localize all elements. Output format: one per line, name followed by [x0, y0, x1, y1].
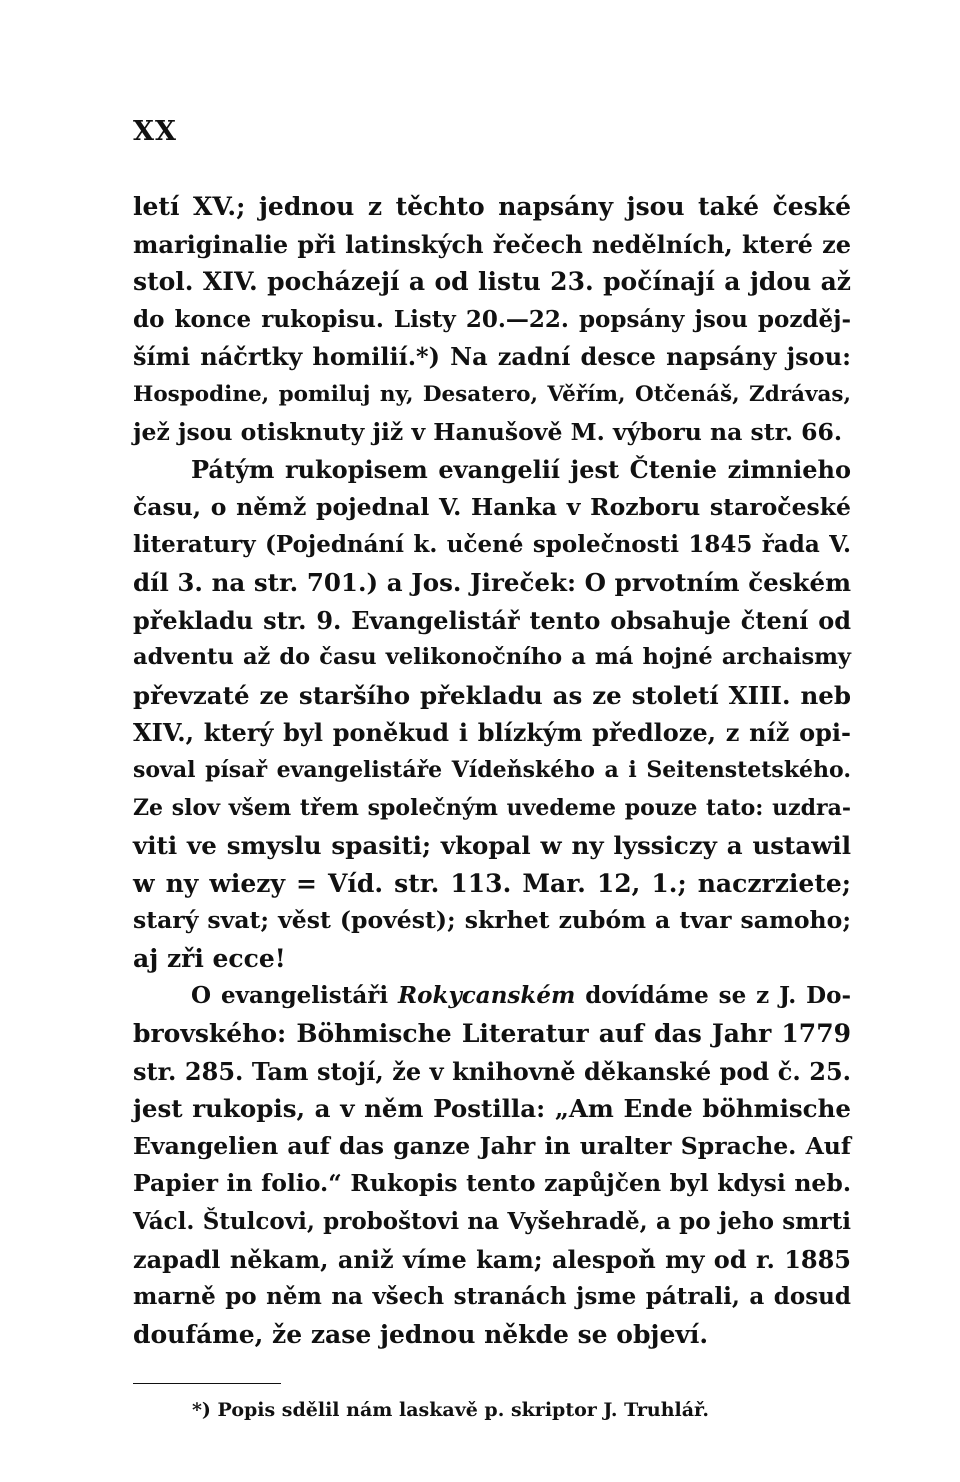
text-line: starý svat; věst (povést); skrhet zubóm a tvar samoho; [133, 906, 851, 935]
text-line: O evangelistáři Rokycanském dovídáme se z J. Do- [191, 982, 851, 1010]
text-line: jest rukopis, a v něm Postilla: „Am Ende böhmische [133, 1094, 851, 1124]
text-line: w ny wiezy = Víd. str. 113. Mar. 12, 1.; naczrziete; [133, 868, 851, 898]
text-line: soval písař evangelistáře Vídeňského a i Seitenstetského. [133, 756, 851, 783]
text-line: stol. XIV. pocházejí a od listu 23. počínají a jdou až [133, 267, 851, 297]
text-line: aj zři ecce! [133, 943, 286, 973]
paragraph [133, 451, 851, 977]
text-line: jež jsou otisknuty již v Hanušově M. výboru na str. 66. [133, 417, 843, 446]
text-line: literatury (Pojednání k. učené společnosti 1845 řada V. [133, 531, 851, 559]
text-line: Papier in folio.“ Rukopis tento zapůjčen byl kdysi neb. [133, 1169, 851, 1198]
text-line: Pátým rukopisem evangelií jest Čtenie zimnieho [191, 455, 851, 485]
page-number: XX [133, 116, 177, 147]
text-line: do konce rukopisu. Listy 20.—22. popsány jsou pozděj- [133, 305, 851, 333]
text-line: šími náčrtky homilií.*) Na zadní desce napsány jsou: [133, 342, 851, 372]
text-line: Ze slov všem třem společným uvedeme pouze tato: uzdra- [133, 794, 851, 821]
text-line: str. 285. Tam stojí, že v knihovně děkanské pod č. 25. [133, 1056, 851, 1086]
footnote: *) Popis sdělil nám laskavě p. skriptor J. Truhlář. [192, 1399, 709, 1421]
emphasis: Rokycanském [398, 982, 576, 1010]
text-line: adventu až do času velikonočního a má hojné archaismy [133, 644, 851, 671]
text-line: viti ve smyslu spasiti; vkopal w ny lyssiczy a ustawil [133, 831, 851, 861]
text-line: brovského: Böhmische Literatur auf das Jahr 1779 [133, 1019, 851, 1049]
text-line: mariginalie při latinských řečech nedělních, které ze [133, 229, 851, 259]
text-line: zapadl někam, aniž víme kam; alespoň my od r. 1885 [133, 1244, 851, 1274]
body-text [133, 188, 851, 1353]
text-line: Evangelien auf das ganze Jahr in uralter Sprache. Auf [133, 1131, 851, 1160]
text-line: převzaté ze staršího překladu as ze století XIII. neb [133, 680, 851, 710]
text-line: díl 3. na str. 701.) a Jos. Jireček: O prvotním českém [133, 567, 851, 597]
text-line: Hospodine, pomiluj ny, Desatero, Věřím, Otčenáš, Zdrávas, [133, 381, 851, 407]
text-line: Václ. Štulcovi, proboštovi na Vyšehradě, a po jeho smrti [133, 1208, 851, 1236]
text-line: překladu str. 9. Evangelistář tento obsahuje čtení od [133, 605, 851, 635]
text-line: marně po něm na všech stranách jsme pátrali, a dosud [133, 1283, 851, 1311]
paragraph [133, 977, 851, 1353]
text-line: XIV., který byl poněkud i blízkým předloze, z níž opi- [133, 718, 851, 748]
text-line: letí XV.; jednou z těchto napsány jsou také české [133, 192, 851, 221]
paragraph [133, 188, 851, 451]
text-line: času, o němž pojednal V. Hanka v Rozboru staročeské [133, 492, 851, 521]
text-line: doufáme, že zase jednou někde se objeví. [133, 1319, 709, 1349]
footnote-rule [133, 1383, 281, 1384]
